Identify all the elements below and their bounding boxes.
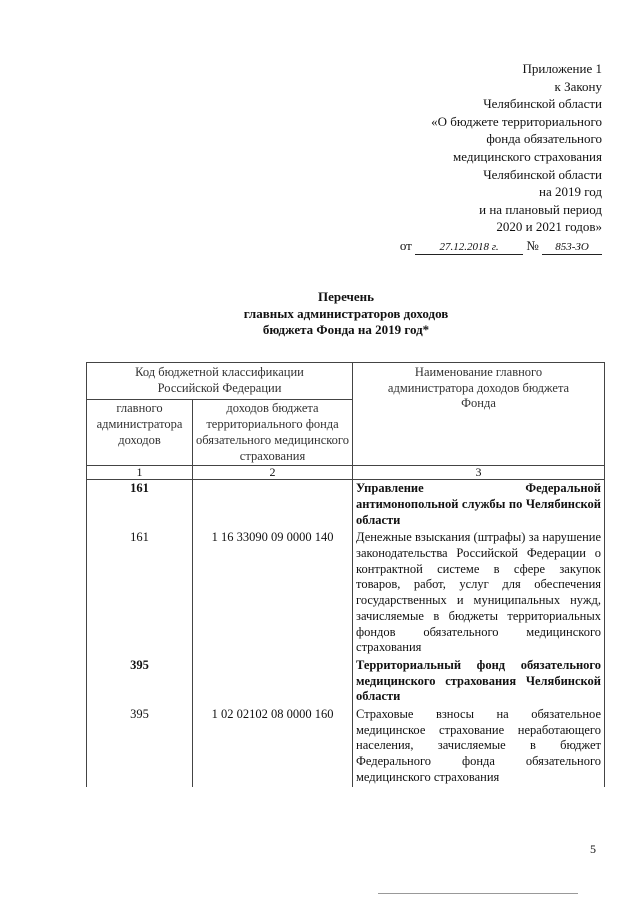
income-code-cell — [193, 480, 353, 530]
page-number: 5 — [590, 842, 596, 856]
number-label: № — [526, 237, 539, 253]
appendix-line: Приложение 1 — [522, 61, 602, 76]
document-title — [88, 289, 604, 339]
header-income-code: доходов бюджета территориального фонда обязательного медицинского страхования — [193, 400, 353, 466]
appendix-line: Челябинской области — [483, 96, 602, 112]
title-line: бюджета Фонда на 2019 год* — [262, 322, 430, 337]
admin-code-cell: 161 — [87, 529, 193, 657]
header-admin-code: главного администратора доходов — [87, 400, 193, 466]
admin-code-cell: 395 — [87, 706, 193, 787]
header-name: Наименование главного администратора доходов бюджета Фонда — [353, 363, 605, 466]
column-number: 2 — [193, 466, 353, 480]
table-row — [87, 657, 605, 706]
income-name-cell: Страховые взносы на обязательное медицинское страхование неработающего населения, зачисляемые в бюджет Федерального фонда обязательного медицинского страхования — [353, 706, 605, 787]
appendix-line: Челябинской области — [483, 166, 602, 182]
table-row — [87, 480, 605, 530]
law-date-number-line — [302, 237, 602, 255]
appendix-block — [302, 60, 602, 255]
title-line: главных администраторов доходов — [243, 305, 449, 321]
appendix-line: и на плановый период — [479, 201, 602, 217]
law-number-value: 853-ЗО — [542, 241, 602, 255]
income-code-cell: 1 02 02102 08 0000 160 — [193, 706, 353, 787]
table-row — [87, 706, 605, 787]
administrators-table — [86, 362, 605, 787]
appendix-line: к Закону — [554, 78, 602, 94]
column-number-row — [87, 466, 605, 480]
title-line: Перечень — [317, 289, 375, 304]
income-code-cell — [193, 657, 353, 706]
income-name-cell: Денежные взыскания (штрафы) за нарушение законодательства Российской Федерации о контрактной системе в сфере закупок товаров, работ, услуг для обеспечения государственных и муниципальных нужд, зачисляемые в бюджеты территориальных фондов обязательного медицинского страхования — [353, 529, 605, 657]
column-number: 3 — [353, 466, 605, 480]
column-number: 1 — [87, 466, 193, 480]
appendix-line: 2020 и 2021 годов» — [496, 219, 602, 235]
appendix-line: фонда обязательного — [486, 131, 602, 147]
administrator-name-cell: Территориальный фонд обязательного медицинского страхования Челябинской области — [353, 657, 605, 706]
income-code-cell: 1 16 33090 09 0000 140 — [193, 529, 353, 657]
admin-code-cell: 161 — [87, 480, 193, 530]
appendix-line: на 2019 год — [539, 184, 602, 200]
table-header-row — [87, 363, 605, 400]
scan-edge-line — [378, 893, 578, 894]
header-code-group: Код бюджетной классификации Российской Федерации — [87, 363, 353, 400]
appendix-line: «О бюджете территориального — [431, 113, 602, 129]
law-date-value: 27.12.2018 г. — [415, 241, 523, 255]
from-label: от — [399, 237, 412, 253]
admin-code-cell: 395 — [87, 657, 193, 706]
appendix-line: медицинского страхования — [453, 148, 602, 164]
administrator-name-cell: Управление Федеральной антимонопольной службы по Челябинской области — [353, 480, 605, 530]
table-row — [87, 529, 605, 657]
